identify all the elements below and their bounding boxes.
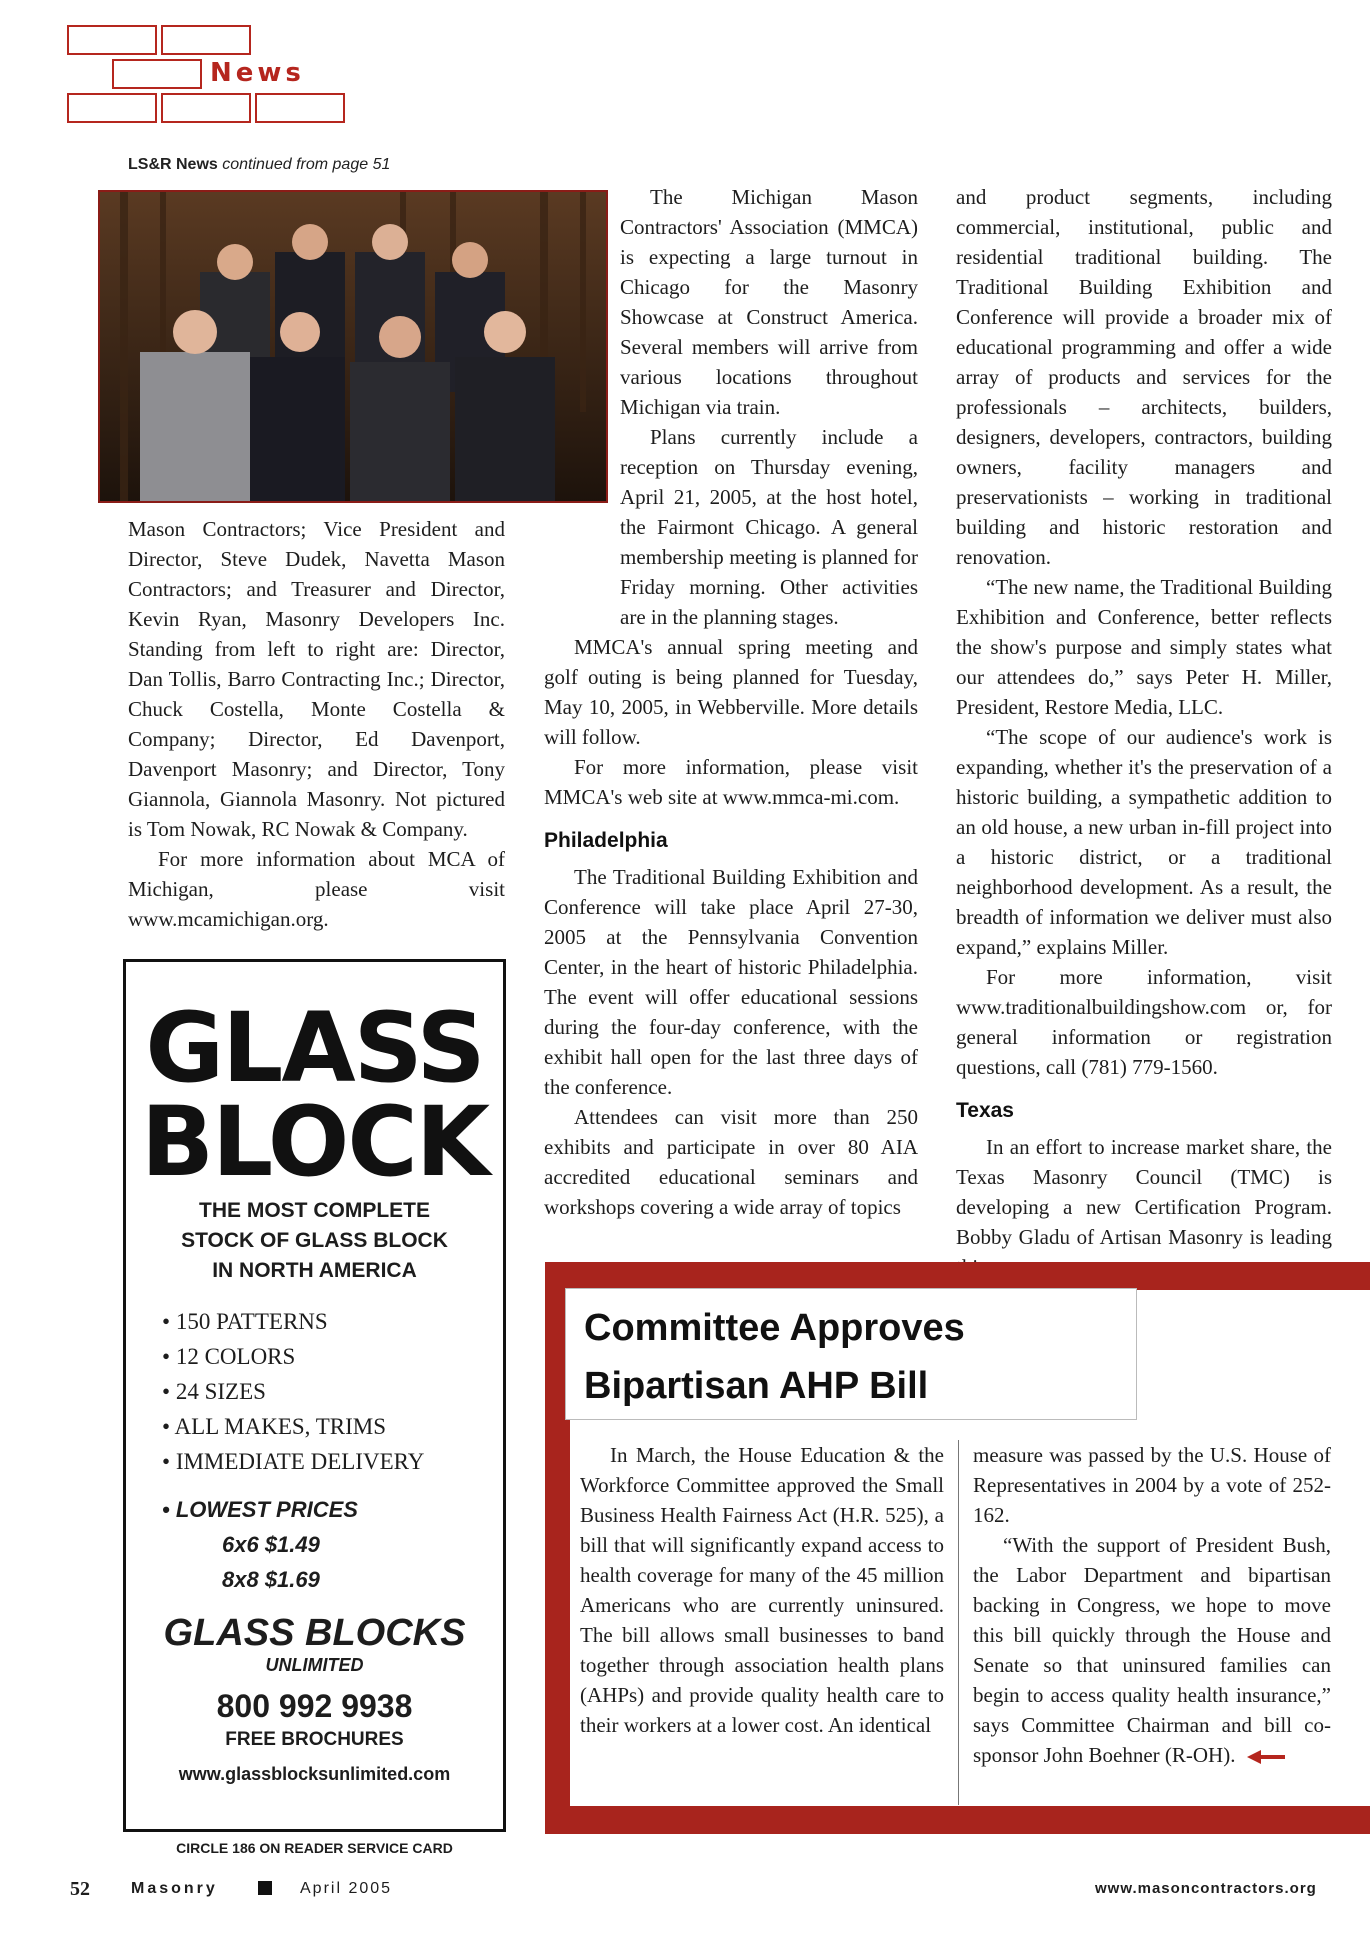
ad-brochures: FREE BROCHURES [225,1729,404,1750]
article-column-2 [544,632,918,1222]
ad-feature-item: • 24 SIZES [162,1374,424,1409]
group-photo [98,190,608,503]
ad-lowest-prices: • LOWEST PRICES [162,1497,358,1522]
ad-feature-item: • 12 COLORS [162,1339,424,1374]
header-brick [255,93,345,123]
committee-headline [565,1288,1137,1420]
body-paragraph [973,1530,1331,1770]
ad-title-line-2: BLOCK [140,1086,489,1198]
glass-block-advertisement [123,959,506,1832]
ad-subtitle [126,1196,503,1286]
continued-text: continued from page 51 [222,156,391,173]
ad-prices [162,1492,358,1597]
header-brick [112,59,202,89]
article-column-1 [128,514,505,934]
end-mark-icon [1247,1750,1287,1764]
body-paragraph: For more information, please visit MMCA's web site at www.mmca-mi.com. [544,755,918,809]
ad-price-8x8: 8x8 $1.69 [222,1567,320,1592]
ad-subtitle-line: THE MOST COMPLETE [199,1199,430,1222]
ad-subtitle-line: STOCK OF GLASS BLOCK [181,1229,448,1252]
ad-brand-name: GLASS BLOCKS [163,1612,466,1654]
ad-title-line-1: GLASS [145,992,484,1104]
continued-line [128,156,390,174]
reader-service-note: CIRCLE 186 ON READER SERVICE CARD [176,1840,453,1856]
article-column-3 [956,182,1332,1282]
section-heading-texas: Texas [956,1099,1014,1122]
magazine-name: Masonry [131,1880,218,1897]
body-paragraph: The Traditional Building Exhibition and Conference will take place April 27-30, 2005 at the Pennsylvania Convention Center, in the heart of historic Philadelphia. The event will offer educational sessions during the four-day conference, with the exhibit hall open for the last three days of the conference. [544,865,918,1099]
header-brick [161,93,251,123]
reception-text: Plans currently include a reception on Thursday evening, April 21, 2005, at the host hotel, the Fairmont Chicago. A general membership meeting is planned for Friday morning. Other activities are in the planning stages. [620,425,918,629]
body-paragraph: measure was passed by the U.S. House of Representatives in 2004 by a vote of 252-162. [973,1443,1331,1527]
footer-square-icon [258,1881,272,1895]
article-column-2-top [620,182,918,422]
article-column-2-wrap [620,422,918,632]
ad-feature-item: • ALL MAKES, TRIMS [162,1409,424,1444]
body-paragraph: Attendees can visit more than 250 exhibits and participate in over 80 AIA accredited educational seminars and workshops covering a wide array of topics [544,1105,918,1219]
committee-headline-line-1: Committee Approves [584,1307,965,1349]
footer-website: www.masoncontractors.org [1095,1880,1317,1897]
body-paragraph: For more information about MCA of Michigan, please visit www.mcamichigan.org. [128,847,505,931]
ad-price-6x6: 6x6 $1.49 [222,1532,320,1557]
issue-date: April 2005 [300,1880,393,1897]
group-photo-illustration [100,192,608,503]
section-heading-philadelphia: Philadelphia [544,829,668,852]
body-paragraph: In March, the House Education & the Workforce Committee approved the Small Business Health Fairness Act (H.R. 525), a bill that will significantly expand access to health coverage for many of the 45 million Americans who are currently uninsured. The bill allows small businesses to band together through association health plans (AHPs) and provide quality health care to their workers at a lower cost. An identical [580,1443,944,1737]
header-brick [67,25,157,55]
page-number: 52 [70,1878,90,1900]
ad-phone: 800 992 9938 [216,1688,413,1724]
body-paragraph: “The new name, the Traditional Building Exhibition and Conference, better reflects the show's purpose and simply states what our attendees do,” says Peter H. Miller, President, Restore Media, LLC. [956,575,1332,719]
column-divider [958,1440,959,1805]
body-paragraph: In an effort to increase market share, the Texas Masonry Council (TMC) is developing a new Certification Program. Bobby Gladu of Artisan Masonry is leading [956,1135,1332,1249]
section-label: News [210,58,305,88]
committee-column-left [580,1440,944,1740]
committee-headline-line-2: Bipartisan AHP Bill [584,1365,929,1407]
quote-text: “With the support of President Bush, the Labor Department and bipartisan backing in Congress, we hope to move this bill quickly through the House and Senate so that uninsured families can begin to access quality health insurance,” says Committee Chairman and bill co-sponsor John Boehner (R-OH). [973,1533,1331,1767]
body-paragraph: and product segments, including commercial, institutional, public and residential traditional building. The Traditional Building Exhibition and Conference will provide a broader mix of educational programming and offer a wide array of products and services for the professionals – architects, builders, designers, developers, contractors, building owners, facility managers and preservationists – working in traditional building and historic restoration and renovation. [956,185,1332,569]
caption-paragraph: Mason Contractors; Vice President and Director, Steve Dudek, Navetta Mason Contractors; and Treasurer and Director, Kevin Ryan, Masonry Developers Inc. Standing from left to right are: Director, Dan Tollis, Barro Contracting Inc.; Director, Chuck Costella, Monte Costella & Company; Director, Ed Davenport, Davenport Masonry; and Director, Tony Giannola, Giannola Masonry. Not pictured is Tom Nowak, RC Nowak & Company. [128,517,505,841]
ad-brand-sub: UNLIMITED [265,1655,364,1675]
body-paragraph: “The scope of our audience's work is expanding, whether it's the preservation of a historic building, a sympathetic addition to an old house, a new urban in-fill project into a historic district, or a traditional neighborhood development. As a result, the breadth of information we deliver must also expand,” explains Miller. [956,725,1332,959]
committee-column-right [973,1440,1331,1770]
header-brick [161,25,251,55]
continued-source: LS&R News [128,156,218,173]
header-brick [67,93,157,123]
body-paragraph [620,422,918,632]
body-paragraph: The Michigan Mason Contractors' Association (MMCA) is expecting a large turnout in Chicago for the Masonry Showcase at Construct America. Several members will arrive from various locations throughout Michigan via train. [620,185,918,419]
ad-subtitle-line: IN NORTH AMERICA [212,1259,417,1282]
ad-feature-item: • 150 PATTERNS [162,1304,424,1339]
body-paragraph: For more information, visit www.traditionalbuildingshow.com or, for general information or registration questions, call (781) 779-1560. [956,965,1332,1079]
body-paragraph: MMCA's annual spring meeting and golf outing is being planned for Tuesday, May 10, 2005, in Webberville. More details will follow. [544,635,918,749]
ad-feature-list [162,1304,424,1479]
ad-website: www.glassblocksunlimited.com [178,1764,451,1784]
ad-feature-item: • IMMEDIATE DELIVERY [162,1444,424,1479]
